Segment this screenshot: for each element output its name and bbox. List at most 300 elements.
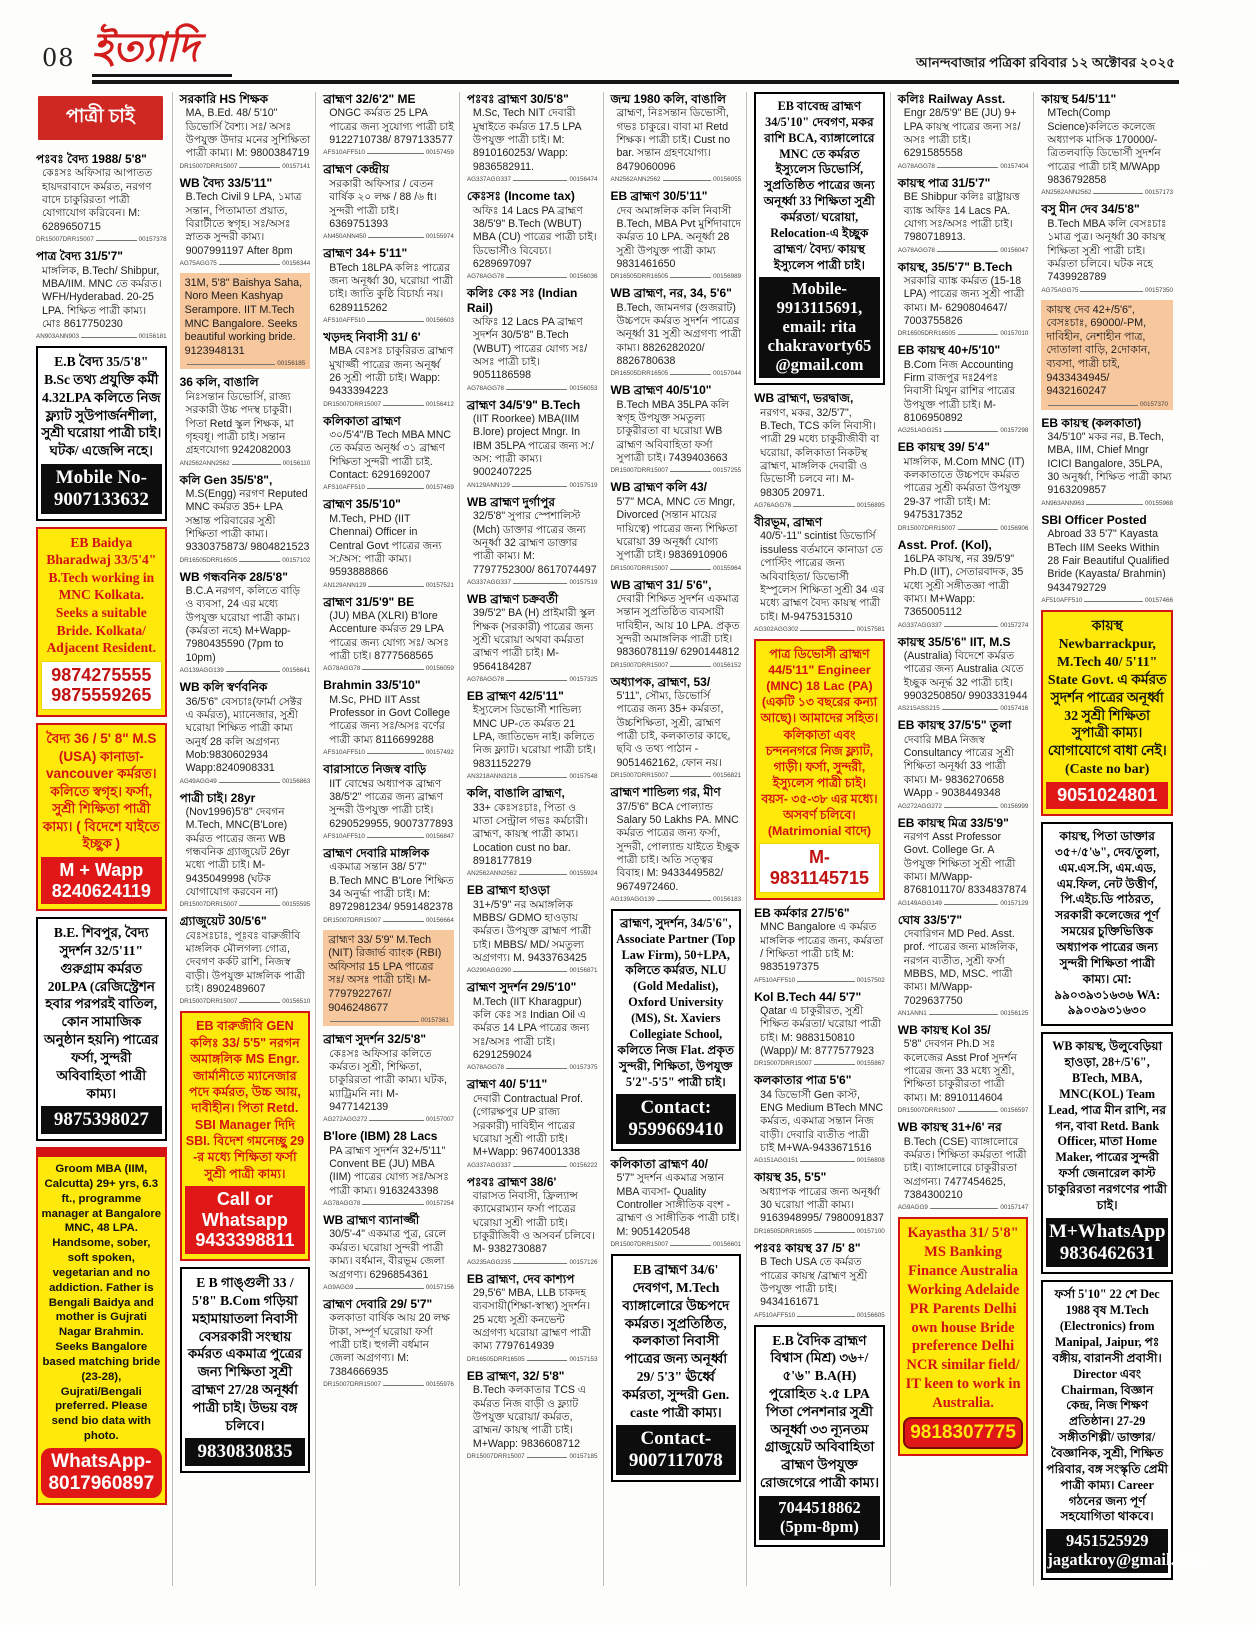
ad-code-line [36,333,167,340]
ad-code-left: AF510AFF510 [754,1311,796,1319]
ad-code-rule [355,1288,423,1289]
classified-ad [898,440,1029,531]
classified-ad [180,375,311,466]
ad-code-rule [519,874,568,875]
ad-body: EB বাবেন্দ্র ব্রাহ্মণ 34/5'10" দেবগণ, মকর রাশি BCA, ব্যাঙ্গালোরে MNC তে কর্মরত ইস্যুলেস ডিভোর্সি, সুপ্রতিষ্ঠিত পাত্রের জন্য অনূর্ধ্বা 33 শিক্ষিতা সুশ্রী কর্মরতা/ ঘরোয়া, Relocation-এ ইচ্ছুক ব্রাহ্মণ/ বৈদ্য/ কায়স্থ ইস্যুলেস পাত্রী চাই। [763,99,876,272]
ad-body: Groom MBA (IIM, Calcutta) 29+ yrs, 6.3 ft., programme manager at Bangalore MNC, 48 LPA. Handsome, sober, soft spoken, vegetarian and no addiction. Father is Bengali Baidya and mother is Gujrati Nagar Brahmin. Seeks Bangalore based matching bride (23-28), Gujrati/Bengali preferred. Please send bio data with photo. [41,1163,162,1443]
ad-code-right: 00157466 [1144,596,1173,604]
ad-body: 34 ডিভোর্সী Gen কাস্ট, ENG Medium BTech MNC কর্মরত, একমাত্র সন্তান নিজ বাড়ী। দেবারি ব্যতীত পাত্রী চাই M+WA-9433671516 [760,1088,884,1155]
ad-code-right: 00157141 [282,162,311,170]
ad-body: 31+/5'9" নর অমাঙ্গলিক MBBS/ GDMO হাওড়ায় কর্মরত। উপযুক্ত ব্রাহ্মণ পাত্রী চাই। MBBS/ MD/ সমতুল্য অগ্রগণ্য। M. 9433763425 [472,898,592,965]
ad-body: B.Tech Civil 9 LPA, ১মাত্র সন্তান, পিতামাতা প্রয়াত, বিরাটীতে স্বগৃহ। সঃ/অসঃ স্নাতক সুন্দরী কাম্য। 9007991197 After 8pm [185,191,302,257]
ad-body: 30/5'-4" একমাত্র পুত্র, রেলে কর্মরত। ঘরোয়া সুন্দরী পাত্রী কাম্য। বর্ধমান, বীরভূম জেলা অগ্রগণ্য। 6296854361 [329,1228,447,1281]
classified-ad [323,330,454,408]
ad-code-rule [797,1316,855,1317]
ad-body: কায়স্থ দেব 42+/5'6", বেসঃচাঃ, 69000/-PM, দাবিহীন, নেশাহীন পাত্র, দোতালা বাড়ি, 2দোকান, ব্যবসা, পাত্রী চাই, 9433434945/ 9432160247 [1046,303,1151,398]
ad-code-rule [937,167,998,168]
ad-code-rule [219,782,280,783]
ad-code-right: 00156152 [713,661,742,669]
ad-code-rule [800,630,854,631]
ad-body: 5'11", সৌম্য, ডিভোর্সি পাত্রের জন্য 35+ কর্মরতা, উচ্চশিক্ষিতা, সুশ্রী, ব্রাহ্মণ পাত্রী চাই, কলকাতার কাছে, ছবি ও তথ্য পাঠান - 9051462162, ফোন নয়। [616,690,731,769]
display-ad [36,917,167,1141]
classified-ad [754,515,885,633]
ad-code-rule [930,1208,998,1209]
ad-code-line [611,370,742,377]
display-ad [754,92,885,385]
classifieds-columns [36,92,1205,1586]
ad-code-right: 00156510 [282,998,311,1006]
ad-code-right: 00157519 [569,578,598,586]
ad-code-right: 00155974 [425,233,454,241]
ad-code-line [323,833,454,840]
ad-code-left: AG337AGG337 [897,621,942,629]
ad-code-line [898,163,1029,170]
ad-code-right: 00157521 [425,581,454,589]
ad-body: EB ব্রাহ্মণ 34/6' দেবগণ, M.Tech ব্যাঙ্গালোরে উচ্চপদে কর্মরত। সুপ্রতিষ্ঠিত, কলকাতা নিবাসী পাত্রের জন্য অনূর্ধ্বা 29/ 5'3" ঊর্ধ্বে কর্মরতা, সুন্দরী Gen. caste পাত্রী কাম্য। [622,1262,730,1420]
masthead [0,0,1257,88]
phone-band: 9451525929 jagatkroy@gmail.com [1046,1529,1168,1573]
ad-code-line [323,1381,454,1388]
ad-code-rule [367,321,424,322]
ad-body: E B গাঙ্গুলী 33 / 5'8" B.Com গড়িয়া মহামায়াতলা নিবাসী বেসরকারী সংস্থায় কর্মরত একমাত্র পুত্রের জন্য শিক্ষিতা সুশ্রী ব্রাহ্মণ 27/28 অনূর্ধ্বা পাত্রী চাই। উভয় বঙ্গ চলিবে। [187,1275,303,1433]
phone-band: 9874275555 9875559265 [41,661,162,710]
ad-heading: বারাসাতে নিজস্ব বাড়ি [323,762,427,777]
ad-code-left: AG139AGG139 [610,895,655,903]
ad-code-rule [1048,405,1138,406]
ad-body: মাঙ্গলিক, B.Tech/ Shibpur, MBA/IIM. MNC তে কর্মরত। WFH/Hyderabad. 20-25 LPA. শিক্ষিত পাত্রী কাম্য। মোঃ 8617750230 [42,264,162,330]
ad-code-line [323,665,454,672]
ad-code-rule [232,464,281,465]
ad-code-line [323,917,454,924]
ad-code-line [323,149,454,156]
ad-code-left: DR15007DRR15007 [754,1060,812,1068]
ad-code-rule [513,583,567,584]
ad-code-rule [793,506,854,507]
display-ad [754,639,885,900]
ad-code-right: 00156603 [425,316,454,324]
ad-code-rule [670,569,711,570]
ad-code-rule [670,374,711,375]
ad-code-left: AG337AGG337 [466,578,511,586]
ad-heading: WB কায়স্থ 31+/6' নর [897,1120,1002,1135]
display-ad [1041,822,1173,1026]
phone-band: M+WhatsApp 9836462631 [1046,1218,1168,1268]
classified-ad [898,538,1029,629]
ad-code-rule [506,389,567,390]
ad-code-rule [527,1457,568,1458]
ad-code-line [467,1453,598,1460]
ad-code-rule [506,680,567,681]
phone-band: Contact- 9007117078 [616,1425,737,1475]
ad-heading: পঃবঃ ব্রাহ্মণ 30/5'8" [466,92,569,106]
classified-ad [898,1023,1029,1114]
ad-code-right: 00157173 [1144,189,1173,197]
classified-ad [467,689,598,780]
ad-code-left: AG337AGG337 [466,176,511,184]
display-ad [1041,1032,1173,1274]
ad-code-rule [187,364,276,365]
ad-code-right: 00156053 [569,384,598,392]
display-ad [36,346,167,521]
ad-body: B Tech USA তে কর্মরত পাত্রের কায়স্থ /ব্রাহ্মণ সুশ্রী উপযুক্ত পাত্রী চাই। 9434161671 [760,1256,868,1309]
ad-code-right: 00157010 [1000,330,1029,338]
ad-code-rule [670,471,711,472]
classified-ad [898,718,1029,809]
ad-code-rule [942,709,999,710]
ad-code-left: DR15007DRR15007 [610,467,669,475]
ad-code-left: DR15007DRR15007 [897,524,956,532]
ad-body: ONGC কর্মরত 25 LPA পাত্রের জন্য সুযোগ্য পাত্রী চাই 9122710738/ 8797133577 [329,107,454,147]
classified-ad [180,791,311,909]
ad-code-line [754,1060,885,1067]
ad-body: বারাসত নিবাসী, ফ্রিল্যান্স ক্যামেরাম্যান ফর্সা পাত্রের ঘরোয়া সুশ্রী পাত্রী চাই। চাকুরীজিবী ও অসবর্ন চলিবে। M- 9382730887 [472,1189,595,1256]
ad-heading: ব্রাহ্মণ 40/ 5'11" [466,1077,548,1092]
ad-code-right: 00157350 [1144,286,1173,294]
classified-ad [898,913,1029,1017]
ad-code-right: 00156597 [1000,1107,1029,1115]
ad-body: ফর্সা 5'10" 22 শে Dec 1988 বৃষ M.Tech (Electronics) from Manipal, Jaipur, পঃ বঙ্গীয়, বারানসী প্রবাসী। Director এবং Chairman, বিজ্ঞান কেন্দ্র, নিজ শিক্ষণ প্রতিষ্ঠান। 27-29 সঙ্গীতশিল্পী/ ডাক্তার/ বৈজ্ঞানিক, সুশ্রী, শিক্ষিত পরিবার, বঙ্গ সংস্কৃতি প্রেমী পাত্রী কাম্য। Career গঠনের জন্য পূর্ণ সহযোগিতা থাকবে। [1046,1287,1168,1524]
classified-ad [611,675,742,779]
ad-body: ৩০/5'4"/B Tech MBA MNC তে কর্মরত অনূর্ধ্ব ৩১ ব্রাহ্মণ শিক্ষিতা সুন্দরী পাত্রী চাই. Contact: 6291692007 [329,429,452,482]
ad-code-line [180,901,311,908]
ad-code-line [467,176,598,183]
column-5 [611,92,748,1586]
ad-body: সরকারী অফিসার / বেতন বার্ষিক ২০ লক্ষ / 88 /৬ ft। সুন্দরী পাত্রী চাই। 6369751393 [329,177,437,230]
ad-code-line [611,565,742,572]
ad-code-left: AG290AGG290 [466,967,511,975]
ad-code-left: DR15007DRR15007 [323,400,382,408]
ad-code-right: 00156474 [569,176,598,184]
ad-code-rule [814,1232,855,1233]
phone-band: 9875398027 [41,1106,162,1134]
ad-body: BE Shibpur কলিঃ রাষ্ট্রায়ত্ত ব্যাঙ্ক অফিঃ 14 Lacs PA. যোগ্য সঃ/অসঃ পাত্রী চাই। 7980718913. [903,191,1020,244]
ad-code-line [180,163,311,170]
classified-ad [754,391,885,509]
display-ad [180,1267,311,1473]
ad-code-rule [506,277,567,278]
ad-heading: কলিকাতা ব্রাহ্মণ 40/ [610,1157,709,1172]
ad-body: E.B বৈদ্য 35/5'8" B.Sc তথ্য প্রযুক্তি কর্মী 4.32LPA কলিতে নিজ ফ্ল্যাট সুউপার্জনশীলা, সুশ্রী ঘরোয়া পাত্রী চাই। ঘটক/ এজেন্সি নহে। [41,354,162,459]
ad-code-left: AG78AGG78 [323,1200,361,1208]
ad-code-left: AG149AGG149 [897,899,942,907]
ad-body: MBA বেঃসঃ চাকুরিরত ব্রাহ্মণ মুখার্জ্জী পাত্রের জন্য অনূর্ধ্ব 26 সুশ্রী পাত্রী চাই। Wapp: 9433394223 [329,345,454,398]
ad-code-right: 00157298 [1000,427,1029,435]
classified-ad [754,1073,885,1164]
ad-code-right: 00156185 [277,360,306,368]
ad-code-rule [670,277,711,278]
column-7 [898,92,1035,1586]
ad-code-rule [1093,193,1143,194]
ad-body: EB বারুজীবি GEN কলিঃ 33/ 5'5" নরগন অমাঙ্গলিক MS Engr. জার্মানীতে ম্যানেজার পদে কর্মরত, উচ্চ আয়, দাবীহীন। পিতা Retd. SBI Manager দিদি SBI. বিদেশ গমনেচ্ছু 29 -র মধ্যে শিক্ষিতা ফর্সা সুশ্রী পাত্রী কাম্য। [185,1019,305,1181]
display-ad [611,909,742,1151]
classified-ad [1041,92,1173,196]
classified-ad [1041,513,1173,604]
ad-heading: ব্রাহ্মণ 32/6'2" ME [323,92,416,106]
ad-heading: WB কলি স্বর্ণবনিক [179,680,268,695]
ad-code-rule [670,666,711,667]
ad-code-line [754,502,885,509]
ad-heading: ব্রাহ্মণ 31/5'9" BE [323,594,415,609]
ad-body: (Australia) বিদেশে কর্মরত পাত্রের জন্য Australia যেতে ইচ্ছুক অনূর্দ্ধ 32 পাত্রী চাই। 9903250850/ 9903331944 [903,650,1028,703]
classified-ad [611,578,742,669]
ad-code-left: AFS10AFF510 [323,149,365,157]
ad-code-line [467,870,598,877]
ad-code-rule [367,488,424,489]
ad-code-rule [239,167,280,168]
ad-code-line [180,557,311,564]
ad-body: 37/5'6" BCA পোল্যান্ড Salary 50 Lakhs PA. MNC কর্মরত পাত্রের জন্য ফর্সা, সুন্দরী, পোল্যান্ড যাইতে ইচ্ছুক পাত্রী চাই। অতি সত্ত্বর বিবাহ। M: 9433449582/ 9674972460. [616,800,740,893]
ad-code-rule [367,753,424,754]
classified-ad [180,914,311,1005]
ad-heading: WB ব্রাহ্মণ চক্রবর্তী [466,591,559,606]
ad-body: WB কায়স্থ, উলুবেড়িয়া হাওড়া, 28+/5'6", BTech, MBA, MNC(KOL) Team Lead, পাত্র মীন রাশি, নর গন, বাবা Retd. Bank Officer, মাতা Home Maker, পাত্রের সুন্দরী ফর্সা জেনারেল কাস্ট চাকুরিরতা নরগণের পাত্রী চাই। [1047,1039,1167,1212]
ad-body: ইস্যুলেস ডিভোর্সী শান্ডিল্য MNC UP-তে কর্মরত 21 LPA, জাতিভেদ নাই। কলিতে নিজ ফ্ল্যাট। ঘরোয়া পাত্রী চাই। 9831152279 [472,704,596,770]
ad-code-right: 00157548 [569,773,598,781]
classified-ad [754,1170,885,1234]
ad-code-left: DR15007DRR15007 [323,1380,382,1388]
ad-code-line [185,360,306,367]
ad-body: বৈদ্য 36 / 5' 8" M.S (USA) কানাডা- vancouver কর্মরত। কলিতে স্বগৃহ। ফর্সা, সুশ্রী শিক্ষিতা পাত্রী কাম্য। ( বিদেশে যাইতে ইচ্ছুক ) [42,730,160,852]
masthead-rule-short [92,74,232,77]
ad-code-right: 00156847 [425,832,454,840]
ad-code-rule [369,1120,423,1121]
classified-ad [898,635,1029,713]
ad-code-right: 00155595 [282,901,311,909]
ad-code-rule [513,1263,567,1264]
ad-body: অফিঃ 12 Lacs PA ব্রাহ্মণ সুদর্শন 30/5'8" B.Tech (WBUT) পাত্রের যোগ্য সঃ/অসঃ পাত্রী চাই। 9051186598 [472,316,588,382]
ad-code-right: 00156989 [713,273,742,281]
phone-band: M + Wapp 8240624119 [41,857,162,904]
ad-body: (Nov1996)5'8" দেবগন M.Tech, MNC(B'Lore) কর্মরত পাত্রের জন্য WB গন্ধবনিক গ্র্যাজুয়েট 26yr মধ্যে পাত্রী চাই। M-9435049998 (ঘটক যোগাযোগ করবেন না) [185,805,290,899]
classified-ad [467,1369,598,1460]
classified-ad [323,497,454,588]
phone-band: Contact: 9599669410 [616,1094,737,1144]
ad-code-line [611,176,742,183]
ad-body: M.Tech (IIT Kharagpur) কলি কেঃ সঃ Indian Oil এ কর্মরত 14 LPA পাত্রের জন্য সঃ/অসঃ পাত্রী চাই। 6291259024 [472,995,590,1062]
ad-heading: কায়স্থ 35, 5'5" [754,1170,827,1185]
ad-heading: WB ব্রাহ্মণ ব্যানার্জ্জী [323,1213,420,1228]
ad-heading: WB ব্রাহ্মণ দুর্গাপুর [466,494,555,509]
ad-code-right: 00156055 [713,176,742,184]
ad-code-right: 00157581 [856,625,885,633]
ad-code-line [467,967,598,974]
ad-code-line [467,676,598,683]
section-title: ইত্যাদি [92,24,199,71]
classified-ad [467,1272,598,1363]
display-ad [36,1147,167,1504]
ad-body: দেবারি MBA নিজস্ব Consultancy পাত্রের সুশ্রী শিক্ষিতা অনূর্ধ্বা 33 পাত্রী কাম্য। M- 9836270658 WApp - 9038449348 [903,733,1015,800]
ad-code-right: 00157378 [138,236,167,244]
ad-body: 36/5'6" বেসচাঃ(ফার্মা সেক্টর এ কর্মরত), ম্যানেজার, সুশ্রী ঘরোয়া শিক্ষিত পাত্রী কাম্য অনুর্ধ 28 কলি অগ্রগন্য Mob:9830602934 Wapp:8240908331 [185,695,303,775]
ad-code-left: AG78AGG78 [323,665,361,673]
classified-ad [323,595,454,673]
ad-code-left: AG78AGG78 [466,273,504,281]
classified-ad [467,592,598,683]
classified-ad [611,286,742,377]
ad-heading: কায়স্থ 54/5'11" [1041,92,1117,106]
ad-code-rule [513,971,567,972]
ad-code-right: 00157375 [569,1064,598,1072]
ad-body: দেবারিগন MD Ped. Asst. prof. পাত্রের জন্য মাঙ্গলিক, নরগন ব্যতীত, সুশ্রী ফর্সা MBBS, MD, MSC. পাত্রী কাম্য। M/Wapp-7029637750 [903,928,1019,1007]
ad-code-left: AG49AGG49 [179,777,217,785]
ad-code-rule [383,405,424,406]
classified-ad [180,680,311,784]
ad-code-line [754,1312,885,1319]
ad-body: E.B বৈদিক ব্রাহ্মণ বিশ্বাস (মিশ্র) ৩৬+/ ৫'৬" B.A(H) পুরোহিত ২.৫ LPA পিতা পেনশনার সুশ্রী অনূর্ধ্বা ৩৩ ন্যূনতম গ্রাজুয়েট অবিবাহিতা ব্রাহ্মণ উপযুক্ত রোজগেরে পাত্রী কাম্য। [759,1332,880,1491]
phone-band: 9051024801 [1046,782,1168,809]
ad-code-line [323,317,454,324]
ad-body: M.Tech, PHD (IIT Chennai) Officer in Central Govt পাত্রের জন্য স:/অস: পাত্রী কাম্য। 9593888866 [329,512,442,579]
classified-ad [467,495,598,586]
classified-ad [467,980,598,1071]
ad-code-left: AN963ANN963 [1041,499,1085,507]
ad-body: দেবারী শিক্ষিত সুদর্শন একমাত্র সন্তান সুপ্রতিষ্ঠিত ব্যবসায়ী দাবিহীন, আয় 10 LPA. প্রকৃত সুন্দরী অমাঙ্গলিক পাত্রী চাই। 9836078119/ 6290144812 [616,592,740,659]
ad-code-line [323,749,454,756]
ad-heading: WB ব্রাহ্মণ কলি 43/ [610,480,707,495]
classified-ad [1041,202,1173,293]
ad-heading: ঘোষ 33/5'7" [897,912,963,927]
ad-code-left: AN129ANN129 [466,481,510,489]
ad-code-left: DR15007DRR15007 [610,772,669,780]
ad-code-left: AG272AGG272 [897,802,942,810]
ad-code-rule [929,1014,999,1015]
ad-code-line [1046,401,1168,408]
ad-code-line [1041,597,1173,604]
ad-code-line [180,667,311,674]
ad-heading: পাত্রী চাই। 28yr [179,790,256,805]
classified-ad [323,1213,454,1291]
ad-body: M.Sc, Tech NIT দেবারী মুম্বাইতে কর্মরত 17.5 LPA উপযুক্ত পাত্রী চাই। M: 8910160253/ Wapp: 9836582911. [472,107,581,173]
ad-body: নিঃসন্তান ডিভোর্সি, রাজ্য সরকারী উচ্চ পদস্থ চাকুরী। পিতা Retd স্কুল শিক্ষক, মা গৃহবধূ। পাত্রী চাই। সন্তান গ্রহণযোগ্য 9242082003 [185,390,294,457]
ad-body: B.Tech, জামনগর (গুজরাট) উচ্চপদে কর্মরত সুদর্শন পাত্রের অনূর্ধ্বা 31 সুশ্রী অগ্রগণ্য পাত্রী কাম্য। 8826282020/ 8826780638 [616,301,742,367]
ad-heading: বসু মীন দেব 34/5'8" [1041,202,1140,217]
ad-code-left: AF510AFF510 [1041,596,1083,604]
ad-code-right: 00156222 [569,1161,598,1169]
ad-body: ব্রাহ্মণ, সুদর্শন, 34/5'6", Associate Partner (Top Law Firm), 50+LPA, কলিতে কর্মরত, NLU (Gold Medalist), Oxford University (MS), St. Xaviers Collegiate School, কলিতে নিজ Flat. প্রকৃত সুন্দরী, শিক্ষিতা, উপযুক্ত 5'2"-5'5" পাত্রী চাই। [616,915,736,1089]
ad-body: (JU) MBA (XLRI) B'lore Accenture কর্মরত 29 LPA পাত্রের জন্য যোগ্য সঃ/ অসঃ পাত্রী চাই। 8777568565 [329,609,449,663]
ad-code-right: 00157325 [569,676,598,684]
classified-ad [323,762,454,840]
ad-code-right: 00157007 [425,1116,454,1124]
ad-code-line [467,1064,598,1071]
ad-heading: ব্রাহ্মণ 34+ 5'11" [323,246,408,261]
ad-heading: ব্রাহ্মণ দেবারি 29/ 5'7" [323,1296,433,1311]
ad-code-line [611,1241,742,1248]
ad-code-left: AN903ANN903 [36,333,80,341]
ad-code-rule [368,586,424,587]
ad-code-line [180,260,311,267]
ad-heading: ব্রাহ্মণ সুদর্শন 32/5'8" [323,1032,427,1047]
ad-code-right: 00157044 [713,370,742,378]
ad-body: BTech 18LPA কলিঃ পাত্রের জন্য অনূর্ধ্বা 30, ঘরোয়া পাত্রী চাই। জাতি কুষ্ঠি বিচার্য্য নয়। 6289115262 [329,261,454,314]
ad-code-left: DR15007DRR15007 [897,1107,956,1115]
ad-heading: EB ব্রাহ্মণ 30/5'11" [610,189,708,204]
ad-code-right: 00156183 [713,895,742,903]
ad-body: দেব অমাঙ্গলিক কলি নিবাসী B.Tech, MBA Pvt মুর্শিদাবাদে কর্মরত 10 LPA. অনূর্ধ্বা 28 সুশ্রী উপযুক্ত পাত্রী কাম্য 9831461650 [616,204,741,270]
ad-code-right: 00157274 [1000,621,1029,629]
display-ad [1041,610,1173,816]
display-ad [323,930,454,1027]
ad-body: নরগণ, মকর, 32/5'7", B.Tech, TCS কলি নিবাসী। পাত্রী 29 মধ্যে চাকুরীজীবী বা ঘরোয়া, কলিকাতা নিকটস্থ ব্রাহ্মণ, মাঙ্গলিক দেবারী ও ডিভোর্সী চলবে না। M- 98305 20971. [760,406,880,499]
ad-body: কেঃসঃ অফিসার কলিতে কর্মরত। সুশ্রী, শিক্ষিতা, চাকুরিরতা পাত্রী কাম্য। ঘটক, ম্যাট্রিমনি না। M- 9477142139 [329,1047,447,1113]
masthead-dateline: আনন্দবাজার পত্রিকা রবিবার ১২ অক্টোবর ২০২৫ [916,55,1175,70]
ad-body: Qatar এ চাকুরীরত, সুশ্রী শিক্ষিত কর্মরতা/ ঘরোয়া পাত্রী চাই। M: 9883150810 (Wapp)/ M: 8777577923 [760,1004,881,1057]
ad-heading: পঃবঃ কায়স্থ 37 /5' 8" [754,1240,861,1255]
ad-code-left: DR15007DRR15007 [36,236,94,244]
page-number: 08 [42,44,75,72]
ad-code-right: 00156641 [282,667,311,675]
ad-code-left: AS215ASS215 [897,705,940,713]
ad-heading: EB কায়স্থ (কলকাতা) [1041,415,1142,430]
ad-heading: EB ব্রাহ্মণ, দেব কাশ্যপ [466,1271,575,1286]
ad-heading: WB ব্রাহ্মণ 40/5'10" [610,383,712,398]
ad-code-rule [797,981,855,982]
ad-body: 33+ কেঃসঃচাঃ, পিতা ও মাতা সেন্ট্রাল গভঃ কর্মচারী। ব্রাহ্মণ, কায়স্থ পাত্রী কাম্য। Location cust no bar. 8918177819 [472,801,589,867]
classified-ad [467,398,598,489]
display-ad [180,273,311,370]
ad-code-rule [1084,601,1143,602]
ad-heading: ব্রাহ্মণ 35/5'10" [323,497,401,512]
classified-ad [754,990,885,1068]
classified-ad [323,162,454,240]
ad-body: বেঃসঃচাঃ, পূঃবঃ বারুজীবি মাঙ্গলিক মৌলগল্য গোত্র, দেবগণ কর্কট রাশি, নিজস্ব বাড়ী। উপযুক্ত মাঙ্গলিক পাত্রী চাই। 8902489607 [185,929,306,996]
column-2 [180,92,317,1586]
ad-code-line [1041,287,1173,294]
ad-heading: SBI Officer Posted [1041,512,1147,527]
ad-code-line [36,236,167,243]
classified-ad [467,1077,598,1168]
ad-code-rule [383,1385,424,1386]
ad-heading: ব্রাহ্মণ 34/5'9" B.Tech [466,397,581,412]
ad-code-line [467,1356,598,1363]
ad-code-left: AN129ANN129 [323,581,367,589]
classified-ad [611,383,742,474]
ad-body: কেঃসঃ অফিসার আপাতত হায়দরাবাদে কর্মরত, নরগণ বাদে চাকুরিরতা পাত্রী যোগাযোগ করিবেন। M: 6289650715 [42,167,153,233]
ad-code-left: AFS10AFF510 [323,484,365,492]
ad-code-line [898,330,1029,337]
ad-heading: কলকাতার পাত্র 5'6" [754,1073,852,1088]
phone-band: 9818307775 [903,1417,1024,1449]
ad-code-right: 00155968 [1144,499,1173,507]
ad-code-left: AG235AGG235 [466,1258,511,1266]
ad-code-line [323,1116,454,1123]
ad-body: সরকারি ব্যাঙ্ক কর্মরত (15-18 LPA) পাত্রের জন্য সুশ্রী পাত্রী কাম্য। M- 6290804647/ 7003755826 [903,274,1025,327]
display-ad [180,1011,311,1261]
ad-code-right: 00156999 [1000,802,1029,810]
ad-code-rule [958,334,999,335]
ad-code-left: AG151AGG151 [754,1157,799,1165]
ad-code-rule [519,777,568,778]
ad-code-left: DR15007DRR15007 [466,1452,525,1460]
ad-body: B.Tech MBA 35LPA কলি স্বগৃহ উপযুক্ত সমতুল্য চাকুরীরতা বা ঘরোয়া WB ব্রাহ্মণ অবিবাহিতা ফর্সা সুপাত্রী চাই। 7439403663 [616,398,729,465]
ad-heading: কায়স্থ, 35/5'7" B.Tech [897,259,1013,274]
ad-code-line [611,467,742,474]
ad-code-left: DR16505DRR16505 [179,556,238,564]
ad-code-right: 00157147 [1000,1204,1029,1212]
ad-code-line [323,401,454,408]
ad-code-line [467,1162,598,1169]
ad-heading: কায়স্থ পাত্র 31/5'7" [897,175,991,190]
ad-code-left: DR16505DRR16505 [610,273,669,281]
ad-code-left: AN2562ANN2562 [466,870,517,878]
ad-heading: ব্রাহ্মণ কেন্দ্রীয় [323,162,390,177]
ad-code-rule [512,486,568,487]
ad-body: 31M, 5'8" Baishya Saha, Noro Meen Kashyap Serampore. IIT M.Tech MNC Bangalore. Seeks beautiful working bride. 9123948131 [184,276,303,357]
ad-code-left: AG139AGG139 [179,667,224,675]
column-6 [754,92,891,1586]
ad-body: B.Tech কলকাতার TCS এ কর্মরত নিজ বাড়ী ও ফ্ল্যাট উপযুক্ত ঘরোয়া/ কর্মরত, ব্রাহ্মন/ কায়স্থ পাত্রী চাই। M+Wapp: 9836608712 [472,1384,586,1450]
ad-code-left: AG78AGG78 [897,246,935,254]
